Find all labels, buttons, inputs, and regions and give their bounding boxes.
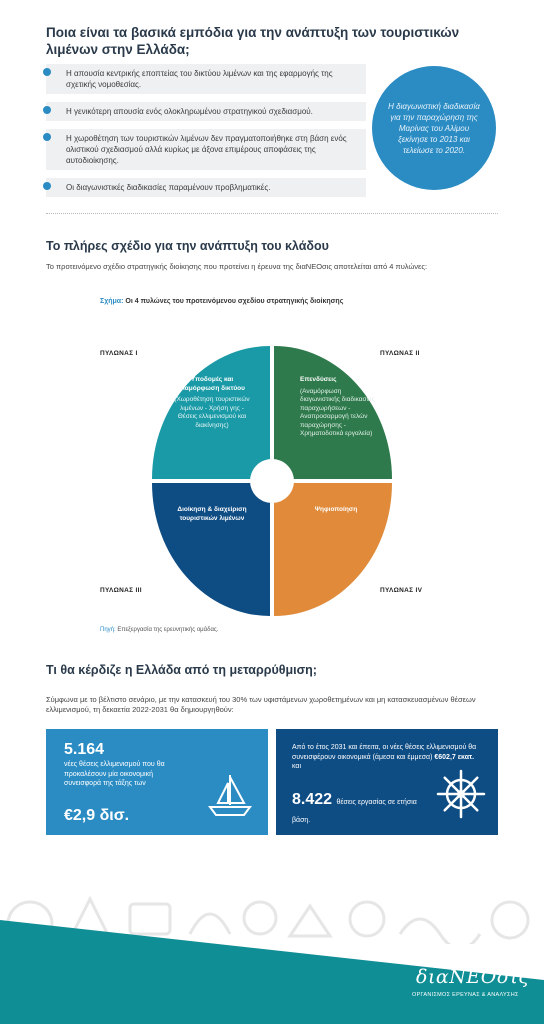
list-item bbox=[46, 64, 366, 94]
berths-stat-box bbox=[46, 729, 268, 835]
berths-text: νέες θέσεις ελλιμενισμού που θα προκαλέσουν μία οικονομική συνεισφορά της τάξης των bbox=[64, 761, 165, 787]
berths-number: 5.164 bbox=[64, 741, 105, 758]
section3-title: Τι θα κέρδιζε η Ελλάδα από τη μεταρρύθμιση; bbox=[46, 663, 317, 677]
sailboat-icon bbox=[204, 769, 256, 821]
figure-caption bbox=[100, 298, 343, 305]
bullet-icon bbox=[43, 182, 51, 190]
divider bbox=[46, 213, 498, 214]
jobs-text-c: θέσεις εργασίας σε ετήσια βάση. bbox=[292, 799, 417, 824]
pillar-1-title: Υποδομές και διαμόρφωση δικτύου bbox=[179, 376, 245, 392]
bullet-icon bbox=[43, 133, 51, 141]
jobs-figure bbox=[292, 791, 424, 827]
annual-contribution: €602,7 εκατ. bbox=[434, 753, 475, 761]
diagram-hub bbox=[250, 459, 294, 503]
jobs-stat-box bbox=[276, 729, 498, 835]
pillar-2-text bbox=[300, 376, 376, 439]
list-item bbox=[46, 178, 366, 197]
pillar-3-text bbox=[174, 506, 250, 523]
pillar-label-4: ΠΥΛΩΝΑΣ IV bbox=[380, 587, 423, 594]
contribution-amount: €2,9 δισ. bbox=[64, 807, 130, 824]
list-item-text: Η γενικότερη απουσία ενός ολοκληρωμένου στρατηγικού σχεδιασμού. bbox=[66, 107, 313, 116]
pillar-label-2: ΠΥΛΩΝΑΣ ΙΙ bbox=[380, 350, 420, 357]
jobs-number: 8.422 bbox=[292, 791, 333, 808]
figure-label: Σχήμα: bbox=[100, 298, 124, 305]
source-text: Επεξεργασία της ερευνητικής ομάδας. bbox=[117, 627, 219, 633]
list-item bbox=[46, 129, 366, 170]
callout-text: Η διαγωνιστική διαδικασία για την παραχώρηση της Μαρίνας του Αλίμου ξεκίνησε το 2013 και τελείωσε το 2020. bbox=[388, 101, 480, 155]
pillar-label-1: ΠΥΛΩΝΑΣ Ι bbox=[100, 350, 138, 357]
figure-caption-text: Οι 4 πυλώνες του προτεινόμενου σχεδίου στρατηγικής διοίκησης bbox=[125, 298, 344, 305]
list-item bbox=[46, 102, 366, 121]
pillar-4-title: Ψηφιοποίηση bbox=[314, 506, 358, 513]
ship-wheel-icon bbox=[434, 767, 488, 821]
pillar-4-quadrant bbox=[274, 483, 392, 616]
list-item-text: Η χωροθέτηση των τουριστικών λιμένων δεν πραγματοποιήθηκε στη βάση ενός ολιστικού σχεδιασμού αλλά κυρίως με άξονα επιμέρους αποφάσεις της αυτοδιοίκησης. bbox=[66, 134, 347, 165]
pillar-1-text bbox=[174, 376, 250, 430]
pillar-3-title: Διοίκηση & διαχείριση τουριστικών λιμένων bbox=[177, 506, 247, 522]
section3-intro: Σύμφωνα με το βέλτιστο σενάριο, με την κατασκευή του 30% των υφιστάμενων χωροθετημένων και μη κατασκευασμένων θέσεων ελλιμενισμού, τη δεκαετία 2022-2031 θα δημιουργηθούν: bbox=[46, 695, 476, 714]
logo-subtitle: ΟΡΓΑΝΙΣΜΟΣ ΕΡΕΥΝΑΣ & ΑΝΑΛΥΣΗΣ bbox=[412, 992, 519, 998]
list-item-text: Οι διαγωνιστικές διαδικασίες παραμένουν προβληματικές. bbox=[66, 183, 271, 192]
jobs-text-b: και bbox=[292, 763, 302, 770]
section2-intro: Το προτεινόμενο σχέδιο στρατηγικής διοίκησης που προτείνει η έρευνα της διαΝΕΟσις αποτελείται από 4 πυλώνες: bbox=[46, 262, 428, 271]
pillar-2-detail: (Αναμόρφωση διαγωνιστικής διαδικασίας παραχωρήσεων - Αναπροσαρμογή τελών παραχώρησης - Χρηματοδοτικά εργαλεία) bbox=[300, 387, 375, 437]
pillar-4-text bbox=[298, 506, 374, 515]
jobs-text-a: Από το έτος 2031 και έπειτα, οι νέες θέσεις ελλιμενισμού θα συνεισφέρουν οικονομικά (άμεσα και έμμεσα) bbox=[292, 744, 477, 761]
obstacles-list bbox=[46, 64, 366, 205]
pillar-2-title: Επενδύσεις bbox=[300, 376, 337, 383]
section2-title: Το πλήρες σχέδιο για την ανάπτυξη του κλάδου bbox=[46, 239, 329, 253]
pillars-diagram bbox=[152, 346, 392, 621]
pillar-3-quadrant bbox=[152, 483, 270, 616]
alimos-callout bbox=[372, 66, 496, 190]
section1-title: Ποια είναι τα βασικά εμπόδια για την ανάπτυξη των τουριστικών λιμένων στην Ελλάδα; bbox=[46, 25, 460, 57]
list-item-text: Η απουσία κεντρικής εποπτείας του δικτύου λιμένων και της εφαρμογής της σχετικής νομοθεσίας. bbox=[66, 69, 333, 89]
figure-source bbox=[100, 627, 218, 633]
bullet-icon bbox=[43, 106, 51, 114]
source-label: Πηγή: bbox=[100, 627, 116, 633]
bullet-icon bbox=[43, 68, 51, 76]
pillar-1-detail: (Χωροθέτηση τουριστικών λιμένων - Χρήση γης - Θέσεις ελλιμενισμού και διακίνησης) bbox=[174, 396, 250, 429]
dianeosis-logo: διαΝΕΟσις bbox=[416, 966, 530, 988]
pillar-label-3: ΠΥΛΩΝΑΣ ΙΙΙ bbox=[100, 587, 142, 594]
